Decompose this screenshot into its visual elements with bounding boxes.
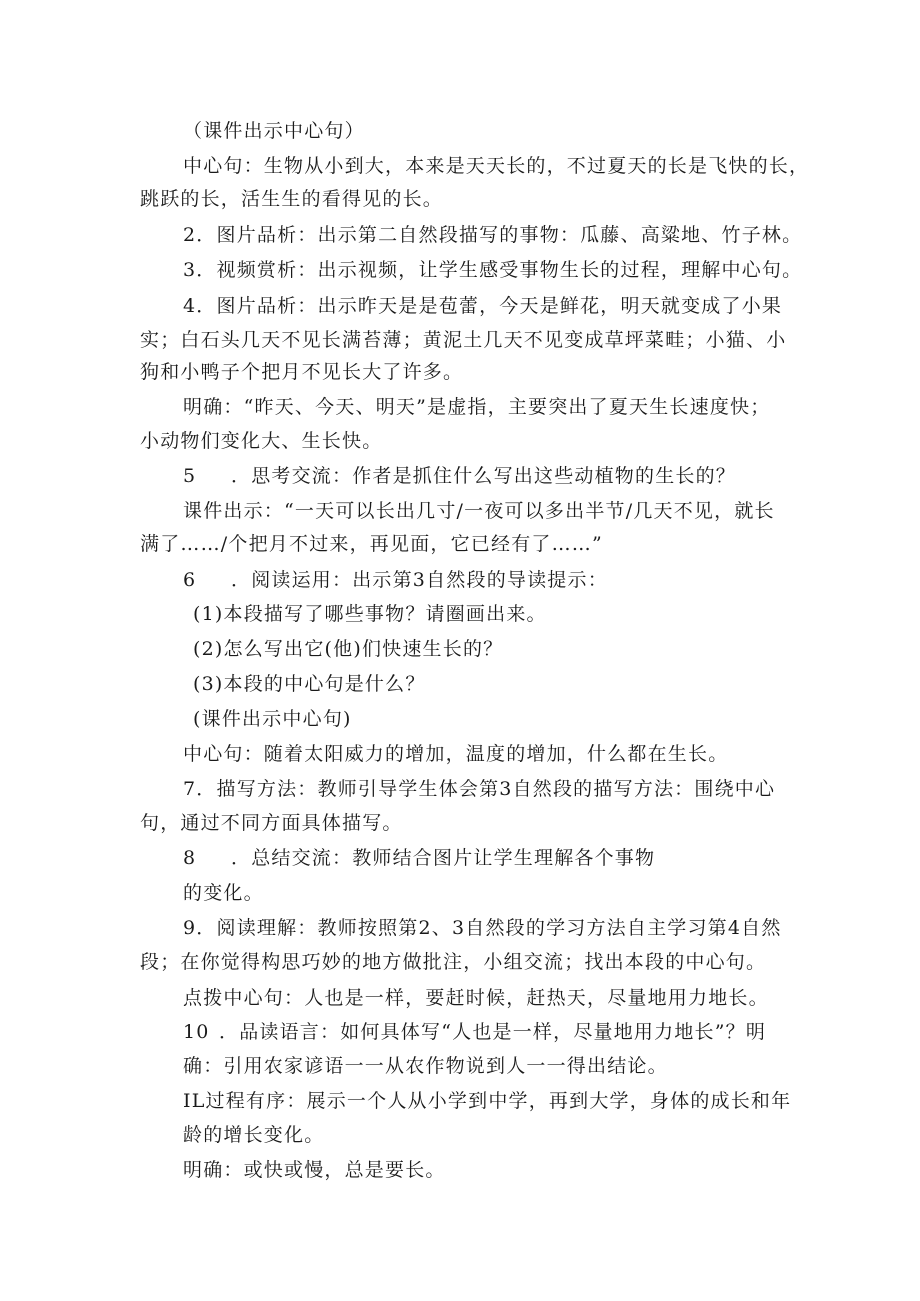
paragraph-line: 句，通过不同方面具体描写。: [140, 812, 403, 834]
paragraph-line: 小动物们变化大、生长快。: [140, 430, 383, 452]
paragraph-line: 7．描写方法：教师引导学生体会第3自然段的描写方法：围绕中心: [183, 778, 776, 800]
paragraph-line: 确：引用农家谚语一一从农作物说到人一一得出结论。: [183, 1055, 668, 1077]
item-text: ．品读语言：如何具体写“人也是一样，尽量地用力地长”？明: [219, 1021, 767, 1043]
item-text: ．思考交流：作者是抓住什么写出这些动植物的生长的？: [231, 465, 737, 487]
numbered-paragraph-line: [183, 567, 608, 593]
paragraph-line: 狗和小鸭子个把月不见长大了许多。: [140, 361, 464, 383]
paragraph-line: 龄的增长变化。: [183, 1124, 325, 1146]
paragraph-line: （课件出示中心句）: [183, 120, 365, 142]
paragraph-line: 跳跃的长，活生生的看得见的长。: [140, 188, 444, 210]
numbered-paragraph-line: [183, 1019, 766, 1045]
paragraph-line: 3．视频赏析：出示视频，让学生感受事物生长的过程，理解中心句。: [183, 259, 803, 281]
paragraph-line: IL过程有序：展示一个人从小学到中学，再到大学，身体的成长和年: [183, 1090, 792, 1112]
paragraph-line: 满了……/个把月不过来，再见面，它已经有了……”: [140, 533, 603, 555]
item-number: 5: [183, 465, 197, 487]
paragraph-line: 点拨中心句：人也是一样，要赶时候，赶热天，尽量地用力地长。: [183, 987, 769, 1009]
list-item: (3)本段的中心句是什么？: [193, 673, 426, 695]
paragraph-line: 段；在你觉得构思巧妙的地方做批注，小组交流；找出本段的中心句。: [140, 951, 767, 973]
paragraph-line: 课件出示：“一天可以长出几寸/一夜可以多出半节/几天不见，就长: [183, 500, 775, 522]
list-item: (1)本段描写了哪些事物？请圈画出来。: [193, 603, 547, 625]
paragraph-line: (课件出示中心句): [193, 708, 352, 730]
paragraph-line: 9．阅读理解：教师按照第2、3自然段的学习方法自主学习第4自然: [183, 917, 782, 939]
paragraph-line: 中心句：随着太阳威力的增加，温度的增加，什么都在生长。: [183, 743, 729, 765]
item-text: ．阅读运用：出示第3自然段的导读提示：: [231, 569, 608, 591]
paragraph-line: 实；白石头几天不见长满苔薄；黄泥土几天不见变成草坪菜畦；小猫、小: [140, 329, 787, 351]
paragraph-line: 明确：“昨天、今天、明天”是虚指，主要突出了夏天生长速度快；: [183, 396, 771, 418]
item-number: 8: [183, 847, 197, 869]
paragraph-line: 4．图片品析：出示昨天是是苞蕾，今天是鲜花，明天就变成了小果: [183, 295, 783, 317]
paragraph-line: 中心句：生物从小到大，本来是天天长的，不过夏天的长是飞快的长，: [183, 155, 810, 177]
list-item: (2)怎么写出它(他)们快速生长的？: [193, 638, 504, 660]
item-text: ．总结交流：教师结合图片让学生理解各个事物: [231, 847, 656, 869]
item-number: 10: [183, 1021, 210, 1043]
item-number: 6: [183, 569, 197, 591]
paragraph-line: 2．图片品析：出示第二自然段描写的事物：瓜藤、高粱地、竹子林。: [183, 224, 803, 246]
numbered-paragraph-line: [183, 845, 655, 871]
paragraph-line: 明确：或快或慢，总是要长。: [183, 1159, 446, 1181]
paragraph-line: 的变化。: [183, 882, 264, 904]
numbered-paragraph-line: [183, 463, 736, 489]
